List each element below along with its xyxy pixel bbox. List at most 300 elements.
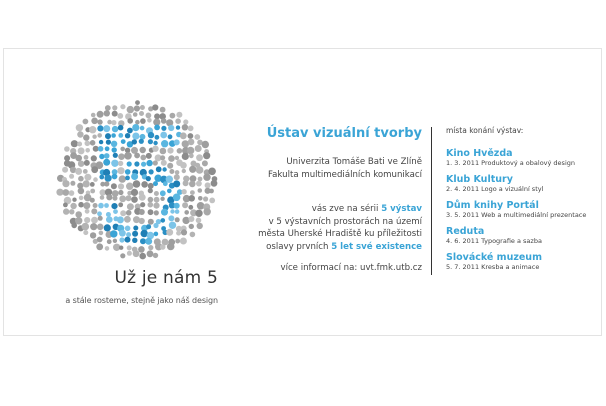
plate-dot-gray — [71, 140, 78, 147]
plate-dot-gray — [160, 244, 166, 250]
plate-dot-gray — [105, 246, 110, 251]
plate-dot-blue — [106, 140, 111, 145]
plate-dot-gray — [91, 155, 97, 161]
vertical-divider — [431, 127, 432, 275]
plate-dot-gray — [84, 217, 90, 223]
plate-dot-gray — [78, 147, 85, 154]
plate-dot-blue — [167, 189, 172, 194]
plate-dot-gray — [181, 189, 186, 194]
plate-dot-gray — [113, 239, 117, 243]
plate-dot-gray — [70, 181, 75, 186]
plate-dot-gray — [83, 230, 88, 235]
plate-dot-blue — [104, 224, 111, 231]
plate-dot-gray — [209, 189, 214, 194]
plate-dot-gray — [140, 202, 145, 207]
plate-dot-gray — [140, 147, 146, 153]
plate-dot-gray — [92, 135, 96, 139]
plate-dot-gray — [148, 209, 154, 215]
plate-dot-blue — [141, 162, 146, 167]
plate-dot-gray — [107, 239, 112, 244]
plate-dot-gray — [134, 105, 140, 111]
plate-dot-gray — [83, 180, 90, 187]
invite-prefix: vás zve na sérii — [311, 204, 379, 214]
plate-dot-blue — [132, 139, 137, 144]
plate-dot-gray — [167, 148, 173, 154]
plate-dot-gray — [78, 188, 85, 195]
plate-dot-gray — [167, 163, 173, 169]
plate-dot-gray — [118, 183, 124, 189]
plate-dot-gray — [112, 105, 117, 110]
plate-dot-blue — [103, 159, 110, 166]
plate-dot-gray — [75, 168, 82, 175]
plate-dot-gray — [77, 142, 82, 147]
plate-dot-blue — [113, 153, 118, 158]
plate-dot-gray — [148, 245, 153, 250]
plate-dot-gray — [147, 118, 152, 123]
plate-dot-blue — [174, 203, 180, 209]
plate-dot-blue — [132, 231, 138, 237]
plate-dot-gray — [119, 195, 126, 202]
plate-dot-gray — [100, 195, 105, 200]
plate-dot-gray — [97, 133, 102, 138]
more-info-link[interactable]: více informací na: uvt.fmk.utb.cz — [280, 263, 422, 273]
plate-dot-gray — [124, 152, 132, 160]
plate-dot-blue — [153, 181, 158, 186]
plate-dot-gray — [111, 120, 116, 125]
plate-dot-gray — [62, 189, 69, 196]
plate-dot-gray — [127, 251, 132, 256]
plate-dot-gray — [140, 118, 146, 124]
plate-dot-gray — [89, 126, 96, 133]
plate-dot-blue — [98, 146, 104, 152]
plate-dot-blue — [132, 133, 139, 140]
venue-item — [446, 200, 596, 220]
plate-dot-blue — [104, 203, 109, 208]
plate-dot-blue — [99, 175, 104, 180]
plate-dot-gray — [90, 223, 97, 230]
plate-dot-blue — [111, 141, 117, 147]
plate-dot-blue — [112, 126, 118, 132]
plate-dot-gray — [205, 182, 211, 188]
plate-dot-blue — [121, 139, 126, 144]
plate-dot-gray — [139, 111, 144, 116]
plate-dot-gray — [154, 197, 160, 203]
plate-dot-gray — [148, 197, 154, 203]
plate-dot-gray — [139, 218, 145, 224]
headline: Už je nám 5 — [114, 268, 218, 288]
plate-dot-blue — [146, 160, 152, 166]
plate-dot-blue — [99, 140, 103, 144]
plate-dot-gray — [83, 202, 90, 209]
plate-dot-gray — [154, 191, 159, 196]
plate-dot-blue — [117, 216, 124, 223]
plate-dot-gray — [78, 161, 84, 167]
plate-dot-gray — [91, 118, 98, 125]
plate-dot-gray — [140, 105, 145, 110]
plate-dot-blue — [168, 125, 174, 131]
plate-dot-gray — [175, 217, 180, 222]
plate-dot-blue — [111, 203, 117, 209]
plate-dot-blue — [154, 125, 160, 131]
venue-item — [446, 226, 596, 246]
plate-dot-gray — [166, 229, 173, 236]
plate-dot-blue — [139, 139, 144, 144]
plate-dot-blue — [131, 173, 138, 180]
plate-dot-gray — [133, 112, 138, 117]
plate-dot-blue — [160, 132, 167, 139]
plate-dot-blue — [133, 226, 138, 231]
plate-dot-gray — [175, 156, 179, 160]
plate-dot-blue — [161, 218, 166, 223]
plate-dot-gray — [183, 119, 188, 124]
plate-dot-blue — [173, 194, 181, 202]
invite-line4-prefix: oslavy prvních — [266, 241, 329, 252]
plate-dot-blue — [153, 223, 158, 228]
venue-info: 3. 5. 2011 Web a multimediální prezentace — [446, 211, 587, 219]
plate-dot-blue — [176, 125, 180, 129]
highlight-5-years: 5 let své existence — [331, 241, 422, 252]
plate-dot-gray — [90, 198, 95, 203]
plate-dot-blue — [146, 176, 151, 181]
plate-dot-gray — [91, 208, 97, 214]
plate-dot-gray — [62, 180, 69, 187]
plate-dot-gray — [133, 250, 140, 257]
plate-dot-blue — [169, 222, 176, 229]
tagline: a stále rosteme, stejně jako náš design — [65, 296, 218, 305]
plate-dot-blue — [127, 128, 133, 134]
plate-dot-gray — [84, 174, 91, 181]
plate-dot-gray — [107, 120, 112, 125]
plate-dot-gray — [96, 243, 103, 250]
plate-dot-blue — [148, 132, 154, 138]
plate-dot-gray — [127, 118, 133, 124]
plate-dot-blue — [145, 238, 152, 245]
plate-dot-blue — [111, 133, 116, 138]
plate-dot-gray — [84, 160, 90, 166]
plate-dot-gray — [90, 182, 95, 187]
plate-dot-gray — [135, 120, 140, 125]
plate-dot-gray — [118, 190, 123, 195]
plate-dot-blue — [161, 126, 166, 131]
plate-dot-gray — [120, 210, 126, 216]
plate-dot-blue — [149, 169, 154, 174]
plate-dot-blue — [161, 140, 168, 147]
plate-dot-blue — [173, 180, 180, 187]
plate-dot-gray — [148, 219, 154, 225]
plate-dot-gray — [139, 253, 146, 260]
plate-dot-gray — [131, 196, 138, 203]
plate-dot-gray — [135, 100, 140, 105]
plate-dot-gray — [127, 106, 134, 113]
plate-dot-blue — [168, 134, 173, 139]
plate-dot-gray — [153, 203, 159, 209]
plate-dot-blue — [140, 126, 145, 131]
plate-dot-gray — [93, 177, 98, 182]
plate-dot-gray — [198, 196, 203, 201]
plate-dot-gray — [117, 167, 124, 174]
plate-dot-gray — [120, 147, 125, 152]
venue-name: Klub Kultury — [446, 174, 513, 185]
university-block — [182, 156, 422, 181]
plate-dot-gray — [160, 197, 164, 201]
plate-dot-gray — [98, 216, 103, 221]
plate-dot-gray — [97, 111, 104, 118]
plate-dot-blue — [175, 209, 180, 214]
plate-dot-gray — [93, 146, 99, 152]
plate-dot-blue — [162, 167, 166, 171]
plate-dot-gray — [99, 231, 104, 236]
plate-dot-blue — [174, 139, 180, 145]
venue-info: 1. 3. 2011 Produktový a obalový design — [446, 159, 575, 167]
venue-info: 4. 6. 2011 Typografie a sazba — [446, 237, 542, 245]
faculty-name: Fakulta multimediálních komunikací — [268, 169, 422, 180]
plate-dot-gray — [118, 202, 123, 207]
plate-dot-gray — [131, 189, 138, 196]
plate-dot-gray — [195, 145, 202, 152]
plate-dot-gray — [90, 232, 96, 238]
plate-dot-gray — [64, 146, 70, 152]
plate-dot-gray — [127, 245, 132, 250]
plate-dot-blue — [170, 209, 174, 213]
plate-dot-blue — [118, 133, 123, 138]
plate-dot-gray — [78, 176, 84, 182]
invitation-text — [182, 203, 422, 253]
plate-dot-gray — [112, 111, 118, 117]
plate-dot-blue — [161, 209, 168, 216]
plate-dot-gray — [97, 119, 102, 124]
plate-dot-gray — [83, 169, 88, 174]
plate-dot-gray — [160, 155, 165, 160]
plate-dot-gray — [154, 210, 159, 215]
plate-dot-blue — [97, 125, 103, 131]
plate-dot-gray — [196, 181, 202, 187]
plate-dot-gray — [77, 131, 83, 137]
plate-dot-gray — [190, 190, 195, 195]
plate-dot-blue — [125, 169, 131, 175]
plate-dot-gray — [71, 223, 77, 229]
plate-dot-gray — [78, 202, 84, 208]
venues-title: místa konání výstav: — [446, 126, 524, 135]
plate-dot-gray — [63, 208, 69, 214]
plate-dot-blue — [153, 141, 157, 145]
plate-dot-gray — [119, 246, 123, 250]
plate-dot-blue — [127, 161, 132, 166]
plate-dot-gray — [69, 174, 74, 179]
invite-line-3: města Uherské Hradiště ku příležitosti — [258, 229, 422, 239]
plate-dot-gray — [160, 148, 167, 155]
plate-dot-gray — [119, 175, 126, 182]
highlight-5-exhibitions: 5 výstav — [381, 204, 422, 214]
plate-dot-blue — [105, 175, 112, 182]
venue-item — [446, 174, 596, 194]
plate-dot-gray — [113, 196, 118, 201]
plate-dot-gray — [175, 170, 180, 175]
plate-dot-gray — [85, 141, 91, 147]
institute-title: Ústav vizuální tvorby — [266, 126, 422, 141]
plate-dot-gray — [83, 134, 89, 140]
plate-dot-blue — [125, 133, 130, 138]
plate-dot-gray — [176, 231, 181, 236]
plate-dot-gray — [126, 210, 132, 216]
plate-dot-blue — [146, 224, 151, 229]
plate-dot-gray — [161, 118, 167, 124]
invite-line-4 — [182, 241, 422, 254]
plate-dot-gray — [183, 180, 189, 186]
plate-dot-gray — [148, 202, 154, 208]
plate-dot-gray — [152, 146, 158, 152]
plate-dot-gray — [118, 161, 123, 166]
plate-dot-gray — [124, 216, 131, 223]
plate-dot-gray — [72, 198, 76, 202]
venue-item — [446, 252, 596, 272]
plate-dot-blue — [125, 226, 131, 232]
plate-dot-gray — [161, 160, 167, 166]
plate-dot-gray — [83, 119, 89, 125]
plate-dot-blue — [119, 230, 126, 237]
plate-dot-gray — [168, 155, 175, 162]
plate-dot-gray — [97, 237, 103, 243]
plate-dot-gray — [75, 211, 82, 218]
plate-dot-gray — [138, 246, 145, 253]
plate-dot-gray — [85, 209, 90, 214]
plate-dot-blue — [119, 237, 124, 242]
plate-dot-gray — [69, 209, 74, 214]
plate-dot-blue — [140, 238, 146, 244]
plate-dot-blue — [125, 237, 131, 243]
plate-dot-gray — [189, 181, 196, 188]
plate-dot-gray — [120, 104, 125, 109]
plate-dot-gray — [141, 181, 148, 188]
plate-dot-blue — [106, 212, 111, 217]
plate-dot-gray — [111, 183, 117, 189]
plate-dot-gray — [187, 147, 195, 155]
plate-dot-blue — [110, 230, 117, 237]
plate-dot-blue — [112, 174, 118, 180]
plate-dot-gray — [146, 153, 152, 159]
plate-dot-gray — [63, 203, 68, 208]
plate-dot-blue — [105, 133, 111, 139]
venue-info: 2. 4. 2011 Logo a vizuální styl — [446, 185, 544, 193]
plate-dot-gray — [198, 188, 203, 193]
plate-dot-blue — [104, 153, 110, 159]
plate-dot-gray — [203, 196, 208, 201]
plate-dot-gray — [167, 243, 175, 251]
venue-name: Dům knihy Portál — [446, 200, 539, 211]
plate-dot-gray — [148, 183, 154, 189]
plate-dot-gray — [117, 113, 123, 119]
invite-line-2: v 5 výstavních prostorách na území — [268, 216, 422, 227]
plate-dot-blue — [103, 125, 110, 132]
plate-dot-gray — [153, 253, 158, 258]
venue-name: Slovácké muzeum — [446, 252, 542, 263]
plate-dot-gray — [79, 196, 84, 201]
plate-dot-gray — [177, 148, 183, 154]
plate-dot-blue — [99, 154, 104, 159]
plate-dot-gray — [174, 174, 180, 180]
plate-dot-blue — [156, 166, 162, 172]
plate-dot-gray — [139, 209, 145, 215]
plate-dot-gray — [91, 217, 98, 224]
plate-dot-blue — [155, 135, 160, 140]
venue-info: 5. 7. 2011 Kresba a animace — [446, 263, 540, 271]
plate-dot-gray — [139, 194, 146, 201]
plate-dot-blue — [112, 147, 117, 152]
plate-dot-gray — [175, 239, 180, 244]
plate-dot-gray — [176, 112, 182, 118]
plate-dot-gray — [126, 183, 133, 190]
plate-dot-blue — [132, 124, 139, 131]
plate-dot-gray — [104, 110, 110, 116]
plate-dot-gray — [146, 113, 152, 119]
plate-dot-gray — [175, 118, 181, 124]
plate-dot-gray — [170, 113, 176, 119]
plate-dot-gray — [105, 105, 111, 111]
plate-dot-gray — [153, 160, 158, 165]
plate-dot-gray — [134, 153, 140, 159]
plate-dot-gray — [133, 180, 141, 188]
plate-dot-gray — [93, 203, 98, 208]
venue-name: Kino Hvězda — [446, 148, 513, 159]
plate-dot-gray — [85, 148, 90, 153]
plate-dot-blue — [106, 216, 113, 223]
plate-dot-blue — [125, 176, 130, 181]
plate-dot-blue — [98, 203, 104, 209]
plate-dot-blue — [126, 232, 131, 237]
plate-dot-blue — [132, 238, 137, 243]
venues-list — [446, 126, 596, 278]
plate-dot-blue — [134, 161, 139, 166]
plate-dot-gray — [82, 223, 90, 231]
plate-dot-gray — [69, 190, 75, 196]
plate-dot-gray — [90, 140, 96, 146]
plate-dot-gray — [154, 113, 160, 119]
plate-dot-gray — [126, 195, 132, 201]
plate-dot-gray — [127, 203, 134, 210]
plate-dot-gray — [148, 188, 153, 193]
plate-dot-gray — [84, 155, 89, 160]
venue-item — [446, 148, 596, 168]
plate-dot-blue — [163, 181, 168, 186]
plate-dot-gray — [104, 181, 109, 186]
plate-dot-gray — [62, 167, 68, 173]
venue-name: Reduta — [446, 226, 485, 237]
university-name: Univerzita Tomáše Bati ve Zlíně — [286, 157, 422, 167]
plate-dot-blue — [154, 232, 159, 237]
plate-dot-gray — [160, 107, 166, 113]
plate-dot-gray — [70, 203, 76, 209]
plate-dot-gray — [169, 169, 174, 174]
plate-dot-blue — [168, 215, 174, 221]
plate-dot-blue — [148, 139, 153, 144]
plate-dot-blue — [113, 209, 118, 214]
plate-dot-gray — [120, 253, 125, 258]
invite-line-1 — [182, 203, 422, 216]
plate-dot-gray — [188, 195, 195, 202]
plate-dot-blue — [140, 134, 146, 140]
plate-dot-gray — [90, 189, 95, 194]
plate-dot-gray — [97, 224, 104, 231]
plate-dot-gray — [91, 166, 98, 173]
plate-dot-gray — [76, 124, 83, 131]
plate-dot-blue — [111, 160, 118, 167]
plate-dot-blue — [118, 125, 124, 131]
plate-dot-gray — [91, 113, 96, 118]
plate-dot-gray — [152, 104, 158, 110]
plate-dot-gray — [106, 194, 112, 200]
plate-dot-gray — [75, 155, 82, 162]
plate-dot-gray — [140, 155, 146, 161]
plate-dot-gray — [202, 141, 209, 148]
